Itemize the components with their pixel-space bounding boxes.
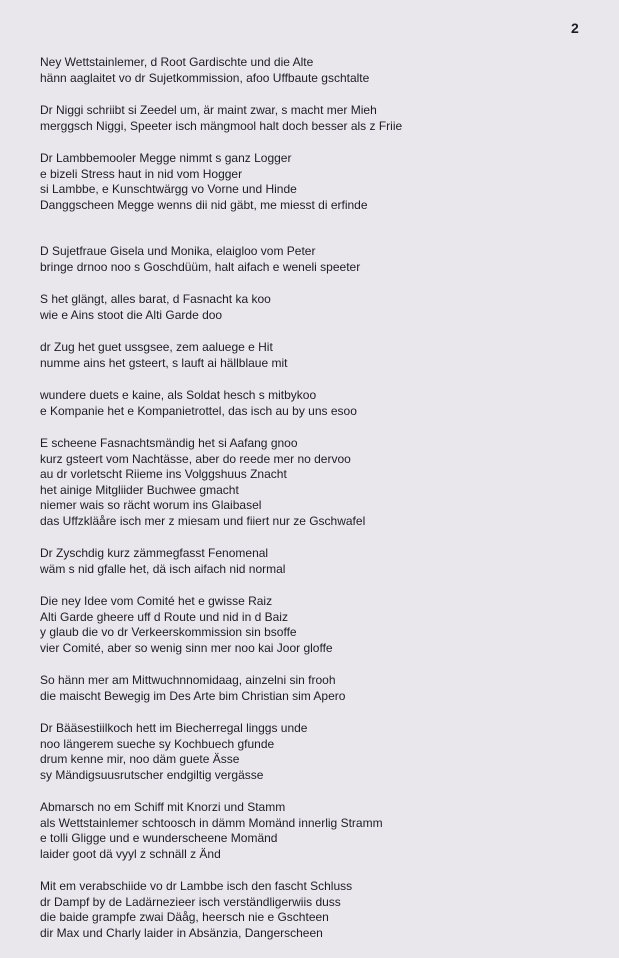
stanza bbox=[40, 546, 600, 577]
poem-line: dr Dampf by de Ladärnezieer isch verständligerwiis duss bbox=[40, 894, 341, 909]
poem-line: Dr Bääsestiilkoch hett im Biecherregal linggs unde bbox=[40, 721, 308, 735]
stanza bbox=[40, 800, 600, 862]
poem-line: au dr vorletscht Riieme ins Volggshuus Znacht bbox=[40, 467, 287, 481]
poem-line: E scheene Fasnachtsmändig het si Aafang gnoo bbox=[40, 436, 298, 450]
stanza bbox=[40, 103, 600, 134]
poem-body bbox=[40, 55, 600, 958]
poem-line: S het glängt, alles barat, d Fasnacht ka koo bbox=[40, 292, 271, 306]
poem-line: wie e Ains stoot die Alti Garde doo bbox=[40, 307, 223, 322]
poem-line: laider goot dä vyyl z schnäll z Änd bbox=[40, 846, 221, 861]
poem-line: bringe drnoo noo s Goschdüüm, halt aifach e weneli speeter bbox=[40, 259, 361, 274]
poem-line: Dr Niggi schriibt si Zeedel um, är maint zwar, s macht mer Mieh bbox=[40, 103, 377, 117]
poem-line: wäm s nid gfalle het, dä isch aifach nid normal bbox=[40, 561, 286, 576]
poem-line: het ainige Mitgliider Buchwee gmacht bbox=[40, 482, 239, 497]
poem-line: So hänn mer am Mittwuchnnomidaag, ainzelni sin frooh bbox=[40, 673, 336, 687]
stanza bbox=[40, 244, 600, 275]
poem-line: e Kompanie het e Kompanietrottel, das isch au by uns esoo bbox=[40, 403, 357, 418]
poem-line: hänn aaglaitet vo dr Sujetkommission, afoo Uffbaute gschtalte bbox=[40, 70, 370, 85]
stanza bbox=[40, 151, 600, 213]
poem-line: merggsch Niggi, Speeter isch mängmool halt doch besser als z Friie bbox=[40, 118, 403, 133]
poem-line: D Sujetfraue Gisela und Monika, elaigloo vom Peter bbox=[40, 244, 316, 258]
poem-line: e tolli Gligge und e wunderscheene Momänd bbox=[40, 831, 278, 845]
stanza bbox=[40, 721, 600, 783]
poem-line: e bizeli Stress haut in nid vom Hogger bbox=[40, 166, 243, 181]
poem-line: dr Zug het guet ussgsee, zem aaluege e Hit bbox=[40, 340, 273, 354]
poem-line: als Wettstainlemer schtoosch in dämm Momänd innerlig Stramm bbox=[40, 815, 383, 830]
poem-line: die maischt Bewegig im Des Arte bim Christian sim Apero bbox=[40, 688, 346, 703]
poem-line: die baide grampfe zwai Däåg, heersch nie e Gschteen bbox=[40, 910, 329, 924]
poem-line: vier Comité, aber so wenig sinn mer noo kai Joor gloffe bbox=[40, 640, 333, 655]
poem-line: drum kenne mir, noo däm guete Ässe bbox=[40, 752, 240, 766]
poem-line: Ney Wettstainlemer, d Root Gardischte und die Alte bbox=[40, 55, 314, 69]
poem-line: wundere duets e kaine, als Soldat hesch s mitbykoo bbox=[40, 388, 317, 402]
poem-line: Dr Lambbemooler Megge nimmt s ganz Logger bbox=[40, 151, 292, 165]
stanza bbox=[40, 879, 600, 941]
poem-line: Alti Garde gheere uff d Route und nid in d Baiz bbox=[40, 609, 288, 624]
poem-line: noo längerem sueche sy Kochbuech gfunde bbox=[40, 736, 275, 751]
poem-line: Abmarsch no em Schiff mit Knorzi und Stamm bbox=[40, 800, 286, 814]
poem-line: Die ney Idee vom Comité het e gwisse Raiz bbox=[40, 594, 273, 608]
poem-line: Dr Zyschdig kurz zämmegfasst Fenomenal bbox=[40, 546, 269, 560]
stanza bbox=[40, 292, 600, 323]
poem-line: si Lambbe, e Kunschtwärgg vo Vorne und Hinde bbox=[40, 182, 297, 196]
poem-line: y glaub die vo dr Verkeerskommission sin bsoffe bbox=[40, 625, 297, 639]
poem-line: dir Max und Charly laider in Absänzia, Dangerscheen bbox=[40, 925, 323, 940]
stanza bbox=[40, 388, 600, 419]
stanza bbox=[40, 594, 600, 656]
stanza bbox=[40, 340, 600, 371]
stanza bbox=[40, 436, 600, 529]
poem-line: numme ains het gsteert, s lauft ai hällblaue mit bbox=[40, 355, 288, 370]
poem-line: kurz gsteert vom Nachtässe, aber do reede mer no dervoo bbox=[40, 451, 351, 466]
stanza bbox=[40, 55, 600, 86]
poem-line: Mit em verabschiide vo dr Lambbe isch den fascht Schluss bbox=[40, 879, 353, 893]
poem-line: das Uffzkläåre isch mer z miesam und fiiert nur ze Gschwafel bbox=[40, 513, 366, 528]
page-number: 2 bbox=[571, 20, 579, 36]
poem-line: niemer wais so rächt worum ins Glaibasel bbox=[40, 498, 262, 512]
poem-line: sy Mändigsuusrutscher endgiltig vergässe bbox=[40, 767, 264, 782]
stanza bbox=[40, 673, 600, 704]
poem-line: Danggscheen Megge wenns dii nid gäbt, me miesst di erfinde bbox=[40, 197, 368, 212]
